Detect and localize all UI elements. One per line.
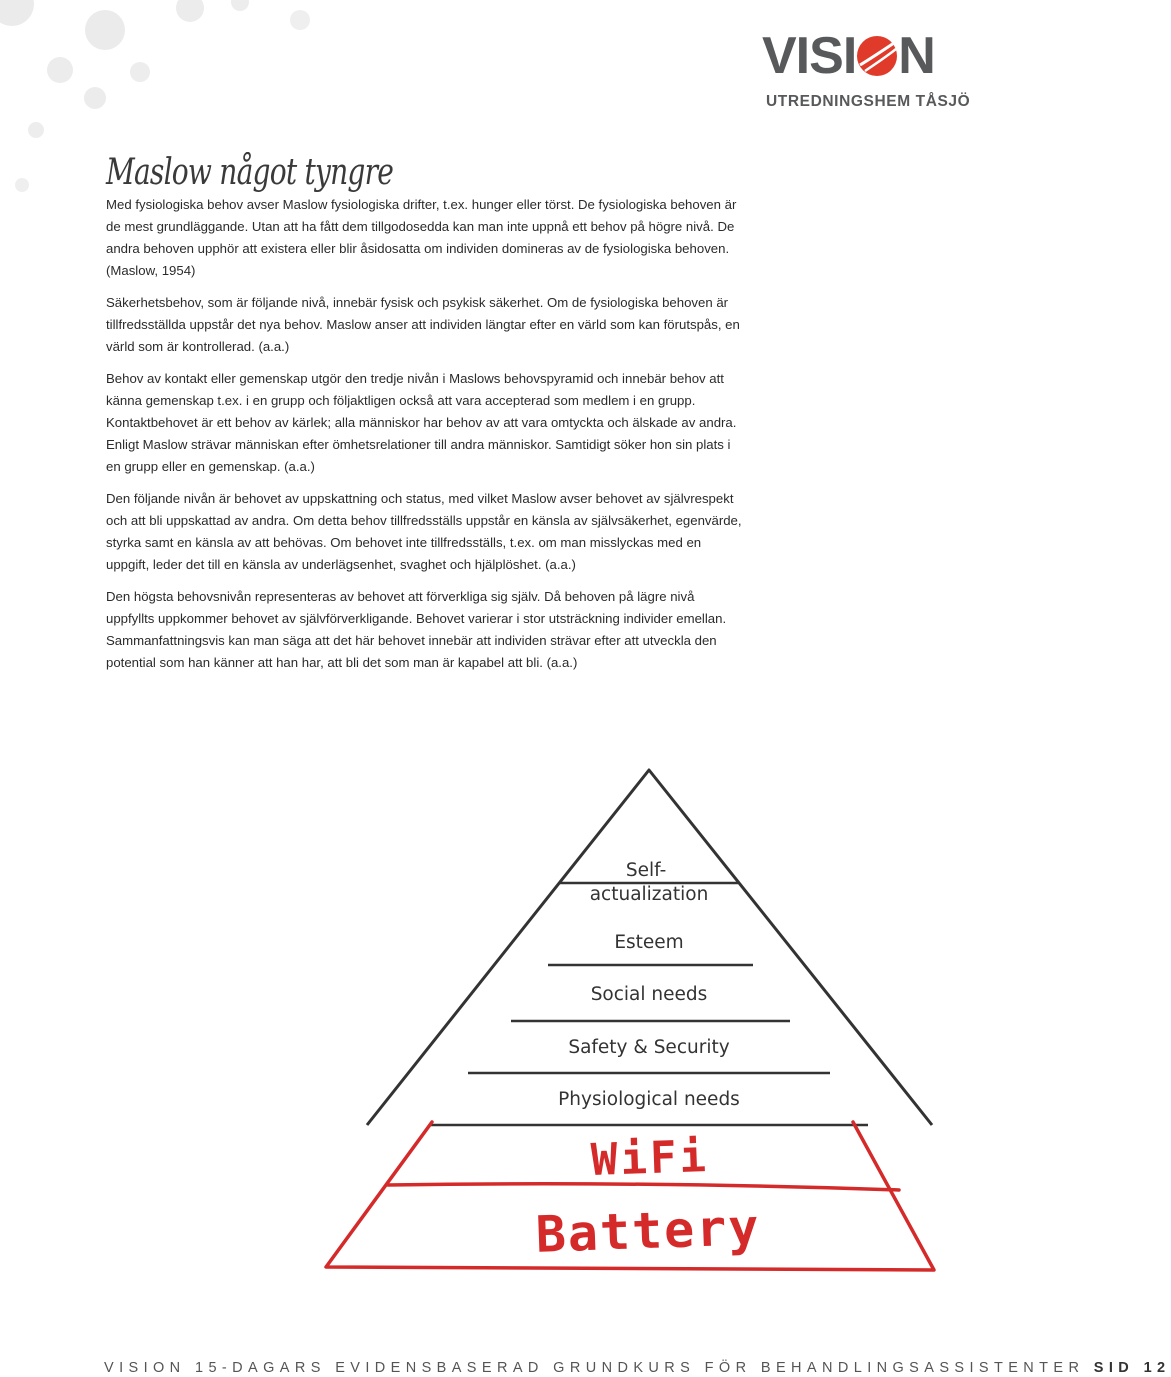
paragraph: Med fysiologiska behov avser Maslow fysiologiska drifter, t.ex. hunger eller törst. De fysiologiska behoven är de mest grundläggande. Utan att ha fått dem tillgodosedda kan man inte uppnå ett behov på högre nivå. De andra behoven upphör att existera eller blir åsidosatta om individen domineras av de fysiologiska behoven. (Maslow, 1954) bbox=[106, 197, 737, 278]
logo-text-left: VISI bbox=[762, 27, 857, 85]
logo-wordmark bbox=[762, 27, 935, 85]
pyramid-red-divider bbox=[388, 1184, 899, 1190]
body-text bbox=[106, 194, 746, 684]
footer-text: VISION 15-DAGARS EVIDENSBASERAD GRUNDKURS FÖR BEHANDLINGSASSISTENTER bbox=[104, 1360, 1085, 1376]
pyramid-handwritten-label: WiFi bbox=[590, 1130, 710, 1187]
pyramid-level-label: actualization bbox=[589, 884, 709, 905]
paragraph: Behov av kontakt eller gemenskap utgör den tredje nivån i Maslows behovspyramid och innebär behov att känna gemenskap t.ex. i en grupp och följaktligen också att vara accepterad som medlem i en grupp. Kontaktbehovet är ett behov av kärlek; alla människor har behov av att vara omtyckta och älskade av andra. Enligt Maslow strävar människan efter ömhetsrelationer till andra människor. Samtidigt söker hon sin plats i en grupp eller en gemenskap. (a.a.) bbox=[106, 371, 737, 474]
maslow-pyramid bbox=[0, 760, 960, 1280]
pyramid-level-label: Esteem bbox=[614, 932, 684, 953]
paragraph: Den följande nivån är behovet av uppskattning och status, med vilket Maslow avser behovet av självrespekt och att bli uppskattad av andra. Om detta behov tillfredsställs uppstår en känsla av självsäkerhet, egenvärde, styrka samt en känsla av att behövas. Om behovet inte tillfredsställs, t.ex. om man misslyckas med en uppgift, leder det till en känsla av underlägsenhet, svaghet och hjälplöshet. (a.a.) bbox=[106, 491, 742, 572]
logo-subtitle: UTREDNINGSHEM TÅSJÖ bbox=[766, 93, 971, 110]
pyramid-level-label: Self- bbox=[625, 860, 667, 881]
logo-o-ball-icon bbox=[856, 35, 898, 77]
logo-text-right: N bbox=[898, 27, 935, 85]
vision-logo bbox=[762, 27, 971, 114]
page-title: Maslow något tyngre bbox=[106, 152, 394, 194]
pyramid-level-label: Physiological needs bbox=[558, 1089, 740, 1110]
pyramid-level-label: Social needs bbox=[590, 984, 708, 1005]
pyramid-level-label: Safety & Security bbox=[568, 1037, 730, 1058]
paragraph: Säkerhetsbehov, som är följande nivå, innebär fysisk och psykisk säkerhet. Om de fysiologiska behoven är tillfredsställda uppstår det nya behov. Maslow anser att individen längtar efter en värld som kan förutspås, en värld som är kontrollerad. (a.a.) bbox=[106, 295, 740, 354]
paragraph: Den högsta behovsnivån representeras av behovet att förverkliga sig själv. Då behoven på lägre nivå uppfyllts uppkommer behovet av självförverkligande. Behovet varierar i stor utsträckning individer emellan. Sammanfattningsvis kan man säga att det här behovet innebär att individen strävar efter att utveckla den potential som han känner att han har, att bli det som man är kapabel att bli. (a.a.) bbox=[106, 589, 727, 670]
pyramid-handwritten-label: Battery bbox=[534, 1198, 762, 1264]
page-number: SID 12 bbox=[1093, 1360, 1171, 1376]
page-footer bbox=[104, 1360, 1171, 1376]
